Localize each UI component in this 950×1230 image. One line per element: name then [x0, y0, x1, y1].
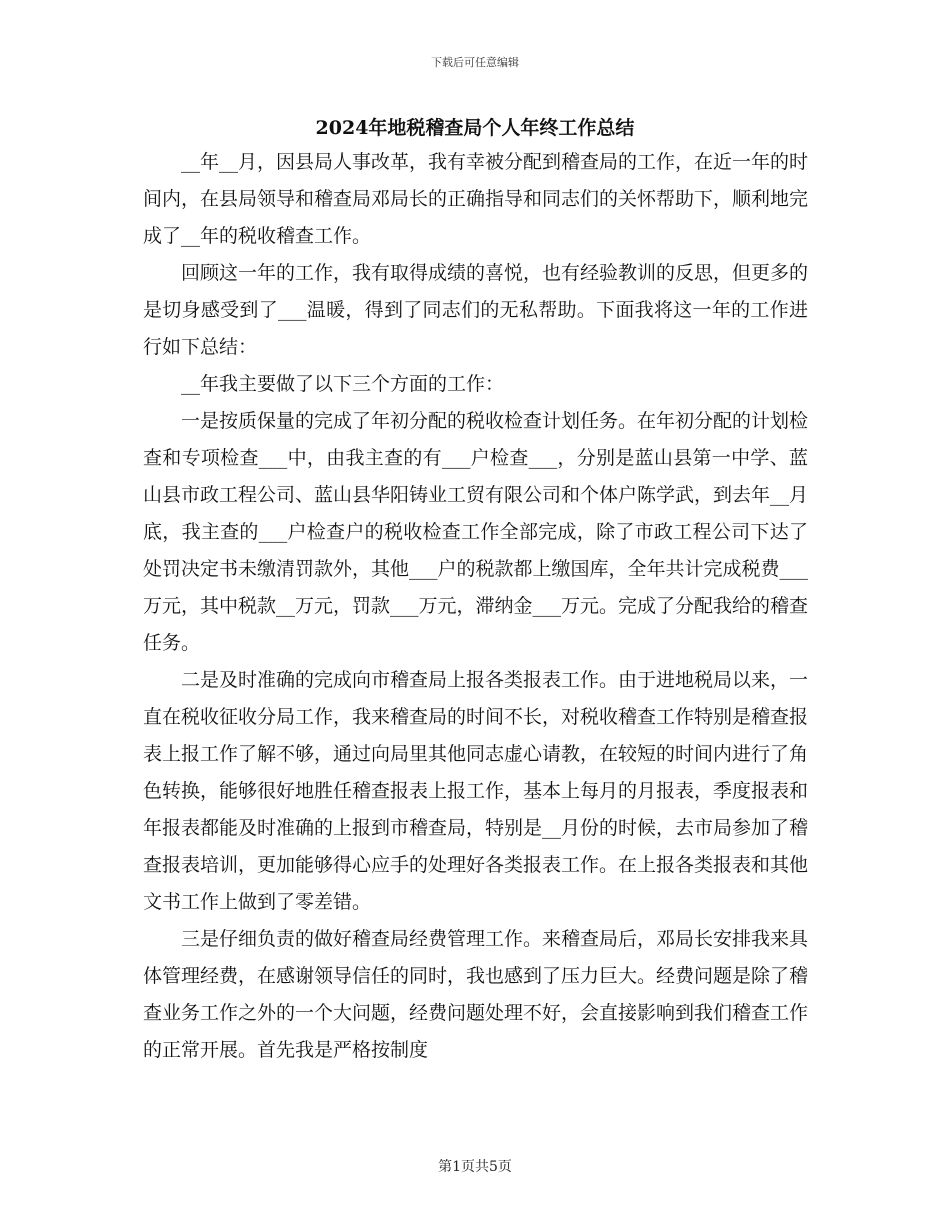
paragraph-review: 回顾这一年的工作，我有取得成绩的喜悦，也有经验教训的反思，但更多的是切身感受到了___温暖，得到了同志们的无私帮助。下面我将这一年的工作进行如下总结：: [143, 262, 809, 358]
paragraph-point-two: 二是及时准确的完成向市稽查局上报各类报表工作。由于进地税局以来，一直在税收征收分局工作，我来稽查局的时间不长，对税收稽查工作特别是稽查报表上报工作了解不够，通过向局里其他同志虚心请教，在较短的时间内进行了角色转换，能够很好地胜任稽查报表上报工作，基本上每月的月报表，季度报表和年报表都能及时准确的上报到市稽查局，特别是__月份的时候，去市局参加了稽查报表培训，更加能够得心应手的处理好各类报表工作。在上报各类报表和其他文书工作上做到了零差错。: [143, 669, 809, 913]
paragraph-point-three: 三是仔细负责的做好稽查局经费管理工作。来稽查局后，邓局长安排我来具体管理经费，在感谢领导信任的同时，我也感到了压力巨大。经费问题是除了稽查业务工作之外的一个大问题，经费问题处理不好，会直接影响到我们稽查工作的正常开展。首先我是严格按制度: [143, 928, 809, 1061]
document-body: [143, 144, 808, 1069]
page-number: 第1页共5页: [438, 1159, 512, 1175]
paragraph-intro: __年__月，因县局人事改革，我有幸被分配到稽查局的工作，在近一年的时间内，在县局领导和稽查局邓局长的正确指导和同志们的关怀帮助下，顺利地完成了__年的税收稽查工作。: [143, 151, 809, 247]
document-title: 2024年地税稽查局个人年终工作总结: [315, 117, 635, 139]
paragraph-point-one: 一是按质保量的完成了年初分配的税收检查计划任务。在年初分配的计划检查和专项检查___中，由我主查的有___户检查___，分别是蓝山县第一中学、蓝山县市政工程公司、蓝山县华阳铸业工贸有限公司和个体户陈学武，到去年__月底，我主查的___户检查户的税收检查工作全部完成，除了市政工程公司下达了处罚决定书未缴清罚款外，其他___户的税款都上缴国库，全年共计完成税费___万元，其中税款__万元，罚款___万元，滞纳金___万元。完成了分配我给的稽查任务。: [143, 410, 809, 654]
paragraph-summary-lead: __年我主要做了以下三个方面的工作：: [181, 373, 505, 395]
page-header-note: 下载后可任意编辑: [431, 56, 519, 69]
